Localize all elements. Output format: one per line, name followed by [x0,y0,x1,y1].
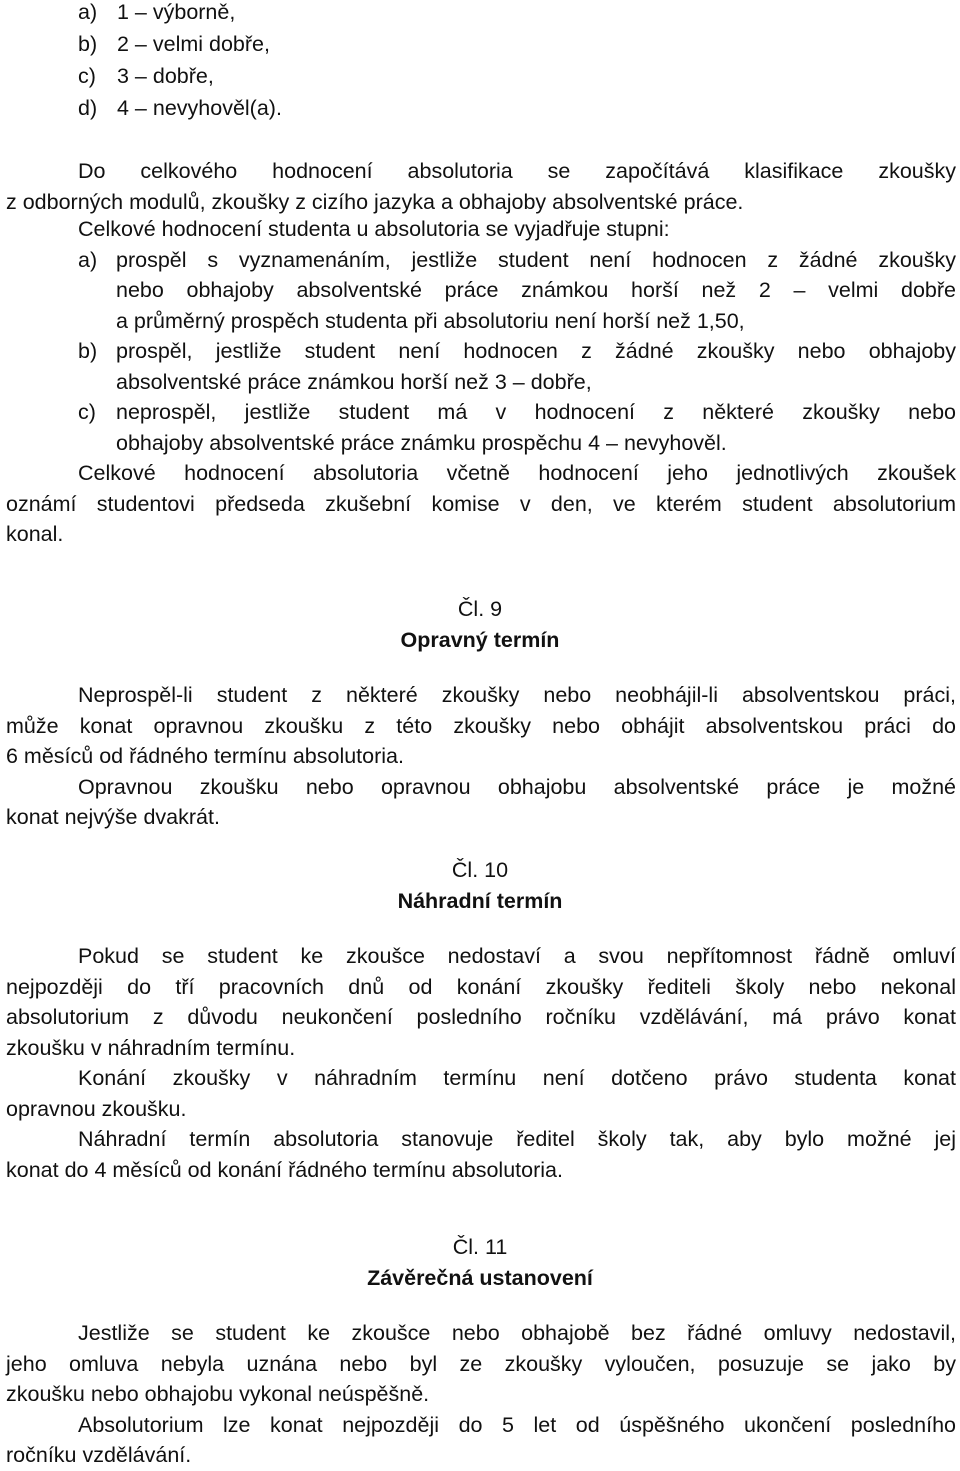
paragraph-overall-evaluation: Celkové hodnocení studenta u absolutoria se vyjadřuje stupni: a) prospěl s vyznamenáním, jestliže student není hodnocen z žádné zkoušky nebo obhajoby absolventské práce známkou horší než 2 – velmi dobře a průměrný prospěch studenta při absolutoriu není horší než 1,50, b) prospěl, jestliže student není hodnocen z žádné zkoušky nebo obhajoby absolventské práce známkou horší než 3 – dobře, c) neprospěl, jestliže student má v hodnocení z některé zkoušky nebo obhajoby absolventské práce známku prospěchu 4 – nevyhověl. Celkové hodnocení absolutoria včetně hodnocení jeho jednotlivých zkoušek oznámí studentovi předseda zkušební komise v den, ve kterém student absolutorium konal. [6,217,956,546]
article-title: Opravný termín [400,627,560,652]
article-11-heading [0,1232,960,1293]
article-number: Čl. 11 [452,1235,508,1259]
article-title: Náhradní termín [397,888,563,913]
list-item: c) 3 – dobře, [78,64,214,88]
list-item: c) neprospěl, jestliže student má v hodnocení z některé zkoušky nebo obhajoby absolventské práce známku prospěchu 4 – nevyhověl. [78,400,956,455]
grade-scale-list [78,0,282,125]
article-number: Čl. 10 [451,858,509,882]
paragraph-included-components: Do celkového hodnocení absolutoria se započítává klasifikace zkoušky z odborných modulů, zkoušky z cizího jazyka a obhajoby absolventské práce. [6,159,956,214]
article-10-heading [0,855,960,916]
article-9-body: Neprospěl-li student z některé zkoušky nebo neobhájil-li absolventskou práci, může konat opravnou zkoušku z této zkoušky nebo obhájit absolventskou práci do 6 měsíců od řádného termínu absolutoria. Opravnou zkoušku nebo opravnou obhajobu absolventské práce je možné konat nejvýše dvakrát. [6,683,956,829]
article-title: Závěrečná ustanovení [367,1265,593,1290]
article-11-body: Jestliže se student ke zkoušce nebo obhajobě bez řádné omluvy nedostavil, jeho omluva nebyla uznána nebo byl ze zkoušky vyloučen, posuzuje se jako by zkoušku nebo obhajobu vykonal neúspěšně. Absolutorium lze konat nejpozději do 5 let od úspěšného ukončení posledního ročníku vzdělávání. [6,1321,956,1467]
article-number: Čl. 9 [457,597,503,621]
article-10-body: Pokud se student ke zkoušce nedostaví a svou nepřítomnost řádně omluví nejpozději do tří pracovních dnů od konání zkoušky řediteli školy nebo nekonal absolutorium z důvodu neukončení posledního ročníku vzdělávání, má právo konat zkoušku v náhradním termínu. Konání zkoušky v náhradním termínu není dotčeno právo studenta konat opravnou zkoušku. Náhradní termín absolutoria stanovuje ředitel školy tak, aby bylo možné jej konat do 4 měsíců od konání řádného termínu absolutoria. [6,944,956,1182]
list-item: d) 4 – nevyhověl(a). [78,96,282,120]
list-item: a) prospěl s vyznamenáním, jestliže student není hodnocen z žádné zkoušky nebo obhajoby absolventské práce známkou horší než 2 – velmi dobře a průměrný prospěch studenta při absolutoriu není horší než 1,50, [78,247,956,333]
list-item: b) 2 – velmi dobře, [78,32,270,56]
list-item: a) 1 – výborně, [78,0,236,24]
article-9-heading [0,594,960,655]
list-item: b) prospěl, jestliže student není hodnocen z žádné zkoušky nebo obhajoby absolventské práce známkou horší než 3 – dobře, [78,339,956,394]
